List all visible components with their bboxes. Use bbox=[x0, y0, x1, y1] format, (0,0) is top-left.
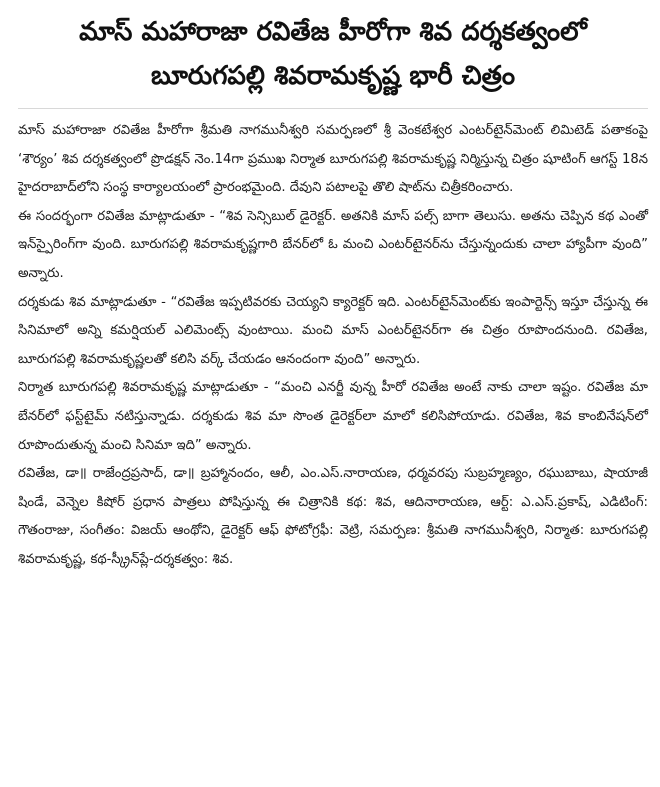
headline-line-1: మాస్ మహారాజా రవితేజ హీరోగా శివ దర్శకత్వంలో bbox=[79, 17, 587, 47]
article-headline bbox=[18, 0, 648, 108]
paragraph-cast-crew: రవితేజ, డా॥ రాజేంద్రప్రసాద్, డా॥ బ్రహ్మానందం, ఆలీ, ఎం.ఎస్.నారాయణ, ధర్మవరపు సుబ్రహ్మణ్యం, రఘుబాబు, షాయాజీ షిండే, వెన్నెల కిషోర్ ప్రధాన పాత్రలు పోషిస్తున్న ఈ చిత్రానికి కథ: శివ, ఆదినారాయణ, ఆర్ట్: ఎ.ఎస్.ప్రకాష్, ఎడిటింగ్: గౌతంరాజు, సంగీతం: విజయ్ ఆంథోని, డైరెక్టర్ ఆఫ్ ఫోటోగ్రఫీ: వెట్రి, సమర్పణ: శ్రీమతి నాగమునీశ్వరి, నిర్మాత: బూరుగపల్లి శివరామకృష్ణ, కథ-స్క్రీన్‌ప్లే-దర్శకత్వం: శివ. bbox=[18, 466, 648, 567]
headline-line-2: బూరుగపల్లి శివరామకృష్ణ భారీ చిత్రం bbox=[150, 61, 516, 91]
paragraph-director-quote: దర్శకుడు శివ మాట్లాడుతూ - “రవితేజ ఇప్పటివరకు చెయ్యని క్యారెక్టర్ ఇది. ఎంటర్‌టైన్‌మెంట్‌కు ఇంపార్టెన్స్ ఇస్తూ చేస్తున్న ఈ సినిమాలో అన్ని కమర్షియల్ ఎలిమెంట్స్ వుంటాయి. మంచి మాస్ ఎంటర్‌టైనర్‌గా ఈ చిత్రం రూపొందనుంది. రవితేజ, బూరుగపల్లి శివరామకృష్ణలతో కలిసి వర్క్ చేయడం ఆనందంగా వుంది” అన్నారు. bbox=[18, 294, 648, 367]
article-body bbox=[18, 117, 648, 575]
paragraph-raviteja-quote: ఈ సందర్భంగా రవితేజ మాట్లాడుతూ - “శివ సెన్సిబుల్ డైరెక్టర్. అతనికి మాస్ పల్స్ బాగా తెలుసు. అతను చెప్పిన కథ ఎంతో ఇన్‌స్పైరింగ్‌గా వుంది. బూరుగపల్లి శివరామకృష్ణగారి బేనర్‌లో ఓ మంచి ఎంటర్‌టైనర్‌ను చేస్తున్నందుకు చాలా హ్యాపీగా వుంది” అన్నారు. bbox=[18, 208, 648, 281]
headline-divider bbox=[18, 108, 648, 109]
paragraph-intro: మాస్ మహారాజా రవితేజ హీరోగా శ్రీమతి నాగమునీశ్వరి సమర్పణలో శ్రీ వెంకటేశ్వర ఎంటర్‌టైన్‌మెంట్ లిమిటెడ్ పతాకంపై ‘శౌర్యం’ శివ దర్శకత్వంలో ప్రొడక్షన్ నెం.14గా ప్రముఖ నిర్మాత బూరుగపల్లి శివరామకృష్ణ నిర్మిస్తున్న చిత్రం షూటింగ్ ఆగస్ట్ 18న హైదరాబాద్‌లోని సంస్థ కార్యాలయంలో ప్రారంభమైంది. దేవుని పటాలపై తొలి షాట్‌ను చిత్రీకరించారు. bbox=[18, 123, 648, 196]
paragraph-producer-quote: నిర్మాత బూరుగపల్లి శివరామకృష్ణ మాట్లాడుతూ - “మంచి ఎనర్జీ వున్న హీరో రవితేజ అంటే నాకు చాలా ఇష్టం. రవితేజ మా బేనర్‌లో ఫస్ట్‌టైమ్ నటిస్తున్నాడు. దర్శకుడు శివ మా సొంత డైరెక్టర్‌లా మాలో కలిసిపోయాడు. రవితేజ, శివ కాంబినేషన్‌లో రూపొందుతున్న మంచి సినిమా ఇది” అన్నారు. bbox=[18, 380, 648, 453]
